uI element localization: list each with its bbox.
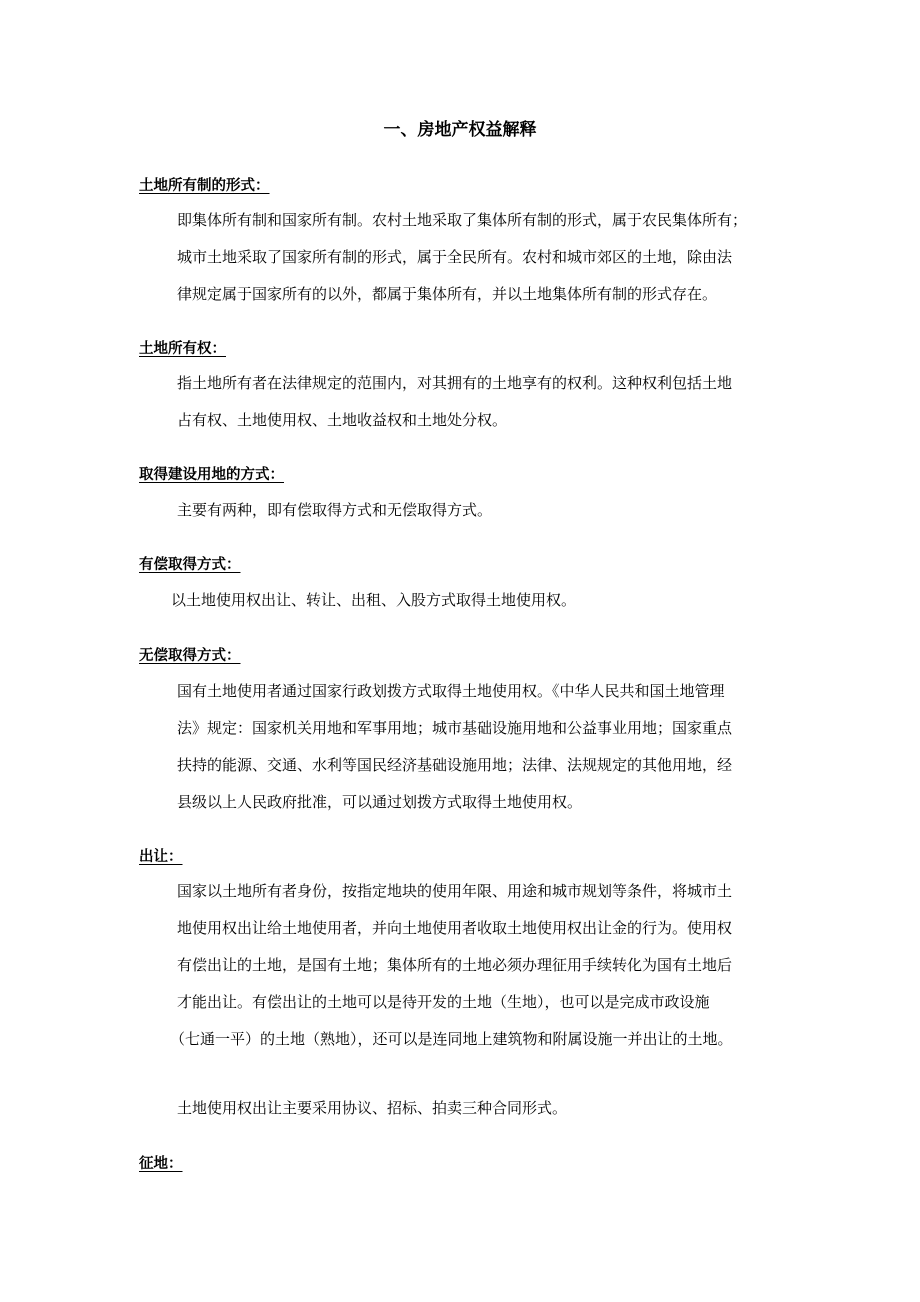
text-line: 占有权、土地使用权、土地收益权和土地处分权。 bbox=[177, 411, 508, 429]
section-paragraph-free-acquisition bbox=[177, 673, 789, 821]
section-paragraph-construction-land-methods bbox=[177, 492, 789, 529]
document-title: 一、房地产权益解释 bbox=[383, 120, 537, 140]
text-line: （七通一平）的土地（熟地），还可以是连同地上建筑物和附属设施一并出让的土地。 bbox=[170, 1030, 733, 1048]
text-line: 土地使用权出让主要采用协议、招标、拍卖三种合同形式。 bbox=[177, 1099, 568, 1117]
section-paragraph-transfer bbox=[170, 873, 789, 1058]
section-heading-construction-land-methods: 取得建设用地的方式： bbox=[139, 467, 284, 483]
text-line: 指土地所有者在法律规定的范围内，对其拥有的土地享有的权利。这种权利包括土地 bbox=[177, 374, 733, 392]
section-heading-land-requisition: 征地： bbox=[139, 1156, 183, 1172]
section-heading-free-acquisition: 无偿取得方式： bbox=[139, 648, 241, 664]
text-line: 扶持的能源、交通、水利等国民经济基础设施用地；法律、法规规定的其他用地，经 bbox=[177, 756, 733, 774]
section-heading-land-ownership-right: 土地所有权： bbox=[139, 341, 226, 357]
text-line: 才能出让。有偿出让的土地可以是待开发的土地（生地），也可以是完成市政设施 bbox=[177, 993, 710, 1011]
section-heading-transfer: 出让： bbox=[139, 849, 183, 865]
text-line: 主要有两种，即有偿取得方式和无偿取得方式。 bbox=[177, 501, 493, 519]
section-heading-land-ownership-forms: 土地所有制的形式： bbox=[139, 178, 270, 194]
text-line: 有偿出让的土地，是国有土地；集体所有的土地必须办理征用手续转化为国有土地后 bbox=[177, 956, 733, 974]
section-paragraph-land-ownership-right bbox=[177, 365, 789, 439]
text-line: 法》规定：国家机关用地和军事用地；城市基础设施用地和公益事业用地；国家重点 bbox=[177, 719, 733, 737]
text-line: 律规定属于国家所有的以外，都属于集体所有，并以土地集体所有制的形式存在。 bbox=[177, 285, 718, 303]
text-line: 国有土地使用者通过国家行政划拨方式取得土地使用权。《中华人民共和国土地管理 bbox=[177, 682, 725, 700]
text-line: 以土地使用权出让、转让、出租、入股方式取得土地使用权。 bbox=[171, 591, 577, 609]
text-line: 城市土地采取了国家所有制的形式，属于全民所有。农村和城市郊区的土地，除由法 bbox=[177, 248, 733, 266]
text-line: 县级以上人民政府批准，可以通过划拨方式取得土地使用权。 bbox=[177, 793, 583, 811]
section-paragraph-paid-acquisition bbox=[171, 582, 783, 619]
text-line: 国家以土地所有者身份，按指定地块的使用年限、用途和城市规划等条件，将城市土 bbox=[177, 882, 733, 900]
section-heading-paid-acquisition: 有偿取得方式： bbox=[139, 557, 241, 573]
section-paragraph-land-ownership-forms bbox=[177, 202, 789, 313]
text-line: 地使用权出让给土地使用者，并向土地使用者收取土地使用权出让金的行为。使用权 bbox=[177, 919, 733, 937]
section-extra-paragraph-transfer bbox=[177, 1090, 789, 1127]
text-line: 即集体所有制和国家所有制。农村土地采取了集体所有制的形式，属于农民集体所有； bbox=[177, 211, 748, 229]
